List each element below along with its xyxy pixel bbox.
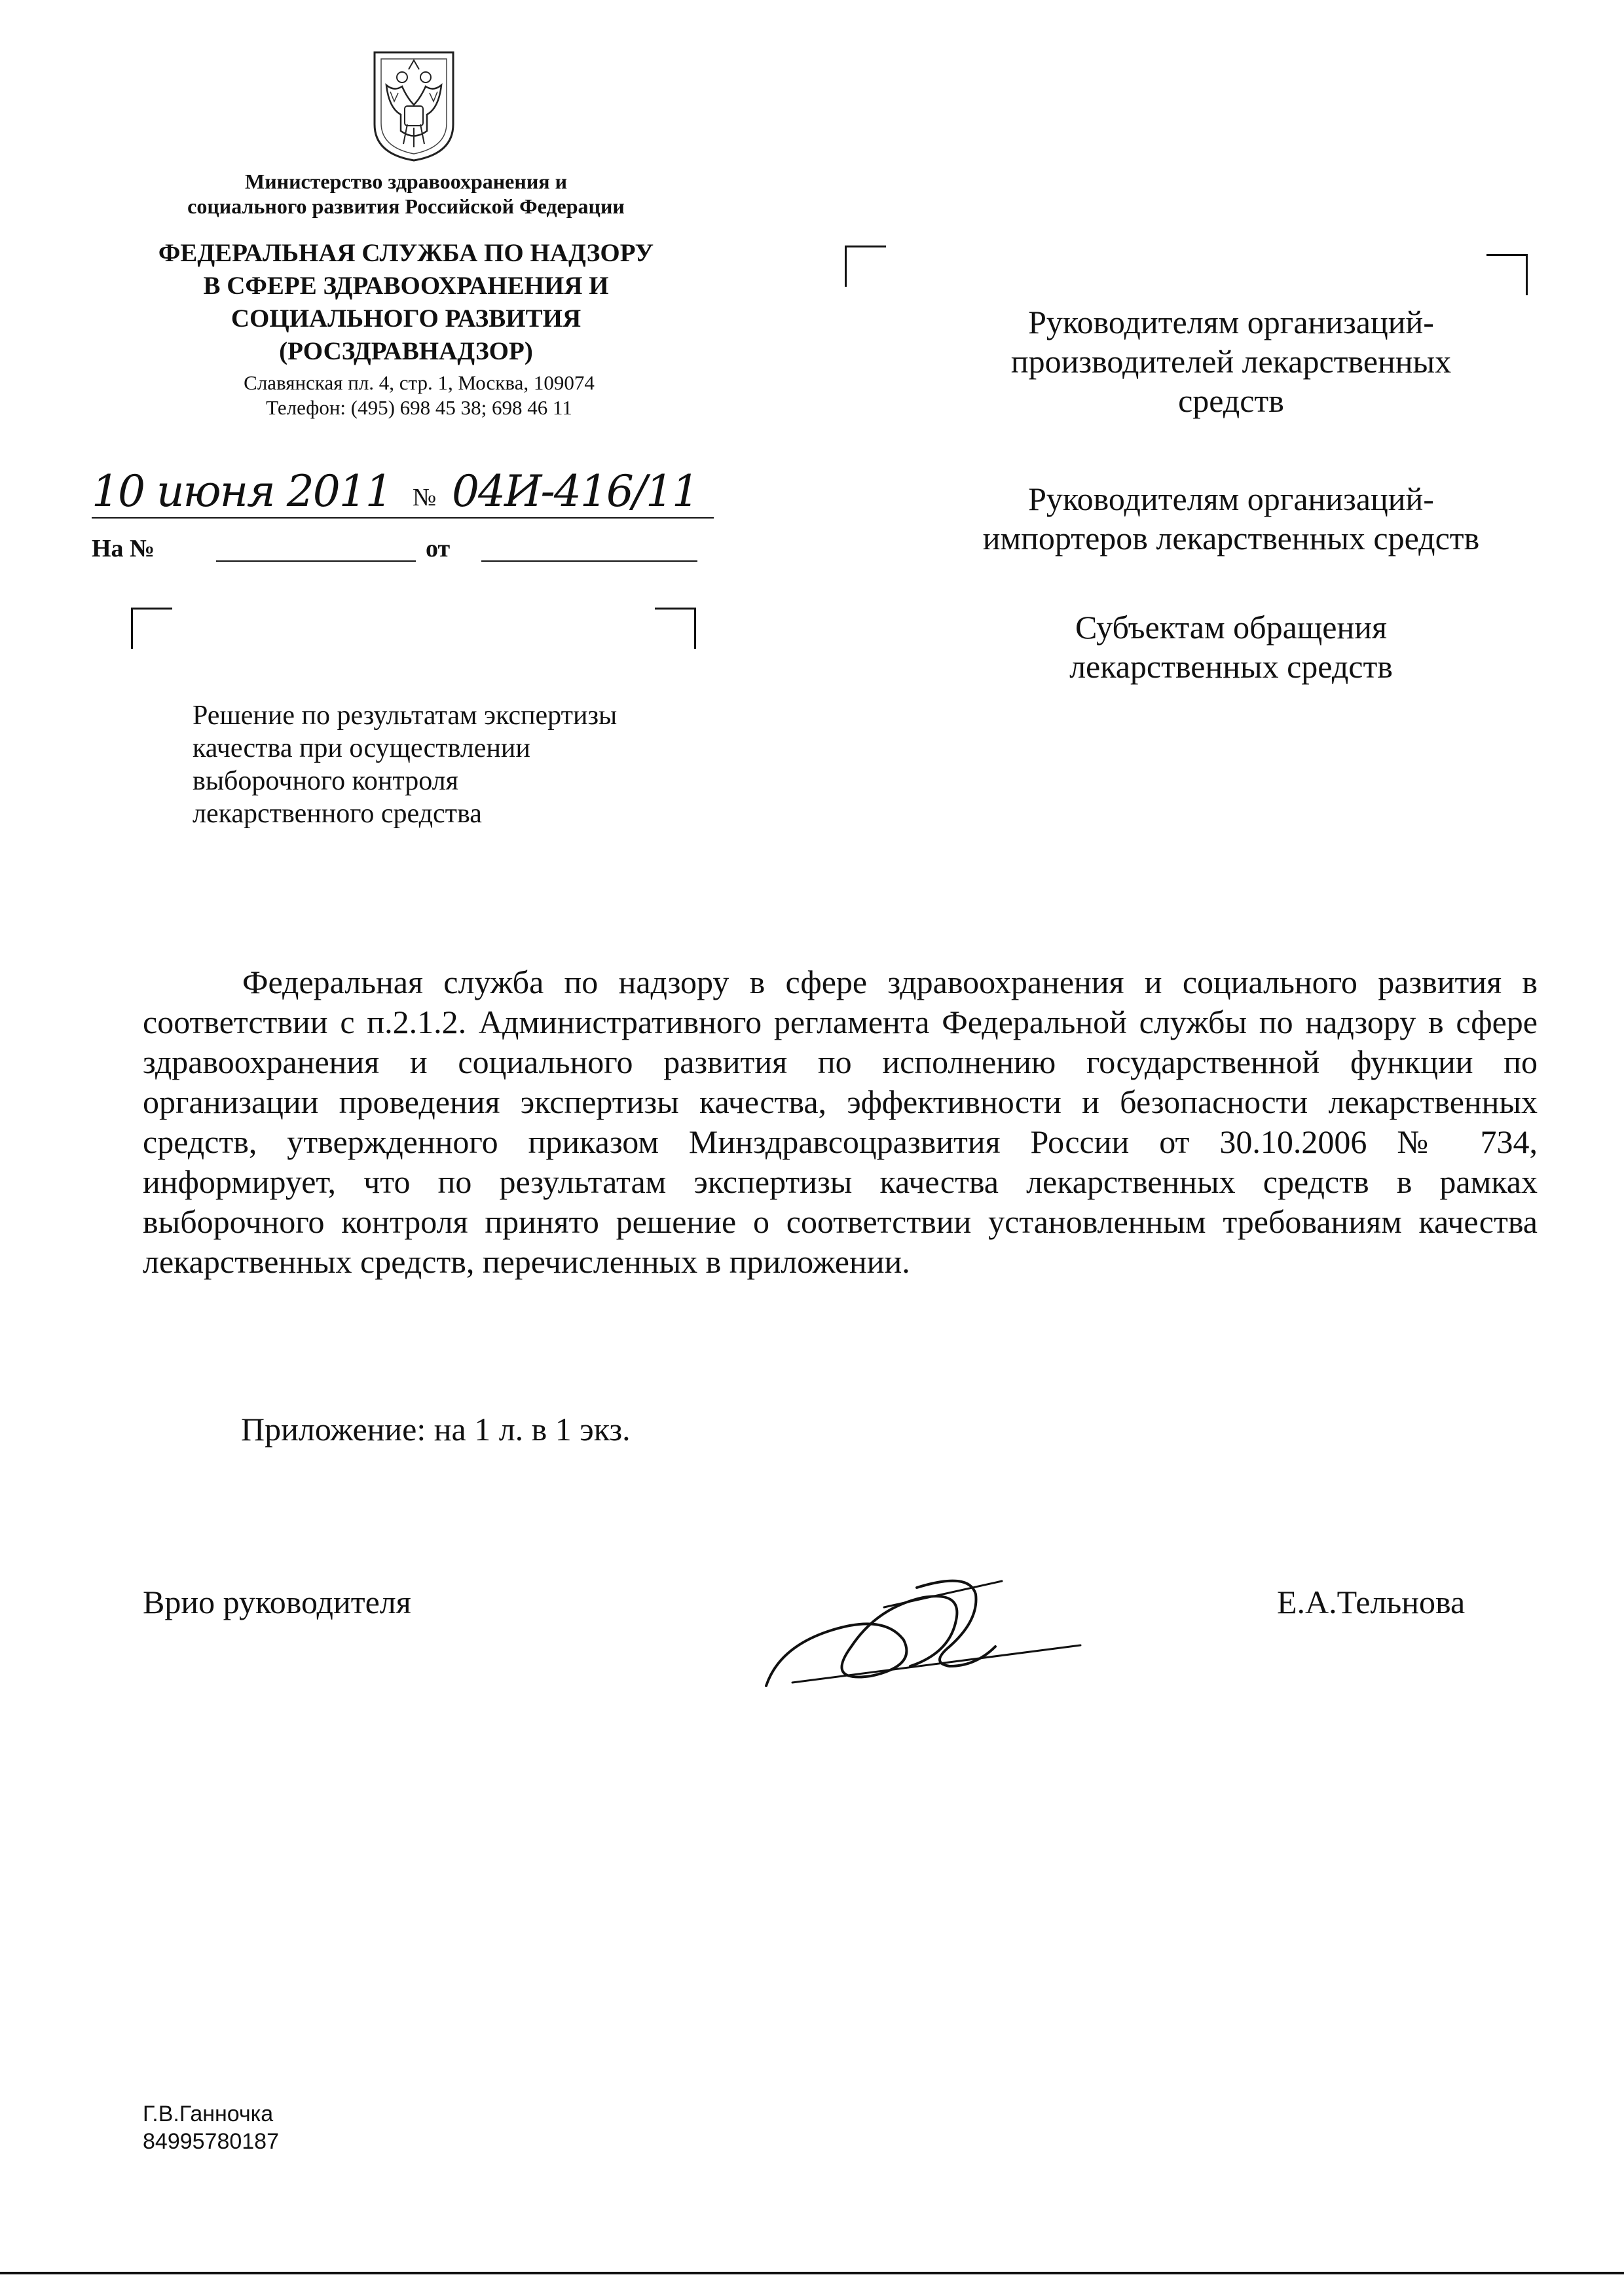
- subject-line: выборочного контроля: [193, 766, 458, 796]
- addressee-manufacturers: [904, 302, 1559, 420]
- reference-date-label: от: [426, 535, 451, 562]
- subject-corner-left: [131, 608, 172, 649]
- number-sign: №: [413, 484, 437, 511]
- reference-date-blank: [481, 560, 697, 562]
- reference-number-blank: [216, 560, 416, 562]
- addressee-importers: [904, 479, 1559, 558]
- registration-date-handwritten: 10 июня 2011: [92, 466, 392, 517]
- letter-body: Федеральная служба по надзору в сфере здравоохранения и социального развития в соответствии с п.2.1.2. Административного регламента Федеральной службы по надзору в сфере здравоохранения и социального развития по исполнению государственной функции по организации проведения экспертизы качества, эффективности и безопасности лекарственных средств, утвержденного приказом Минздравсоцразвития России от 30.10.2006 № 734, информирует, что по результатам экспертизы качества лекарственных средств в рамках выборочного контроля принято решение о соответствии установленным требованиям качества лекарственных средств, перечисленных в приложении.: [143, 964, 1538, 1280]
- ministry-name: [111, 169, 701, 219]
- addressee-line: Руководителям организаций-: [1028, 304, 1434, 340]
- addressee-subjects: [904, 608, 1559, 686]
- ministry-line: социального развития Российской Федерации: [187, 194, 625, 218]
- subject-corner-right: [655, 608, 696, 649]
- coat-of-arms-emblem: [361, 46, 466, 164]
- subject-line: качества при осуществлении: [193, 733, 530, 763]
- attachment-note: Приложение: на 1 л. в 1 экз.: [241, 1411, 631, 1448]
- registration-underline: [92, 517, 714, 519]
- addressee-line: производителей лекарственных: [1010, 343, 1452, 380]
- executor-info: [143, 2100, 279, 2155]
- service-line: В СФЕРЕ ЗДРАВООХРАНЕНИЯ И: [203, 272, 609, 300]
- subject-line: Решение по результатам экспертизы: [193, 701, 618, 731]
- addressee-line: Руководителям организаций-: [1028, 481, 1434, 517]
- service-line: СОЦИАЛЬНОГО РАЗВИТИЯ: [231, 304, 581, 333]
- signatory-name: Е.А.Тельнова: [1277, 1584, 1466, 1620]
- addressee-line: средств: [1178, 382, 1284, 419]
- service-line: ФЕДЕРАЛЬНАЯ СЛУЖБА ПО НАДЗОРУ: [158, 239, 654, 267]
- addressee-line: Субъектам обращения: [1075, 609, 1387, 646]
- service-line: (РОСЗДРАВНАДЗОР): [279, 337, 533, 365]
- address-corner-right: [1486, 254, 1528, 295]
- handwritten-signature: [753, 1568, 1094, 1699]
- page-bottom-rule: [0, 2272, 1624, 2274]
- address-line: Славянская пл. 4, стр. 1, Москва, 109074: [244, 371, 595, 394]
- signatory-role: Врио руководителя: [143, 1584, 411, 1620]
- letter-subject: [193, 699, 782, 830]
- addressee-line: импортеров лекарственных средств: [982, 520, 1480, 556]
- addressee-line: лекарственных средств: [1069, 648, 1393, 685]
- executor-phone: 84995780187: [143, 2129, 280, 2154]
- service-name: [111, 237, 701, 368]
- phone-line: Телефон: (495) 698 45 38; 698 46 11: [266, 396, 572, 419]
- executor-name: Г.В.Ганночка: [143, 2102, 274, 2126]
- subject-line: лекарственного средства: [193, 799, 482, 829]
- reference-number-label: На №: [92, 535, 155, 562]
- registration-number-handwritten: 04И-416/11: [452, 466, 699, 517]
- service-address: [196, 371, 642, 420]
- ministry-line: Министерство здравоохранения и: [244, 170, 567, 193]
- address-corner-left: [845, 246, 886, 287]
